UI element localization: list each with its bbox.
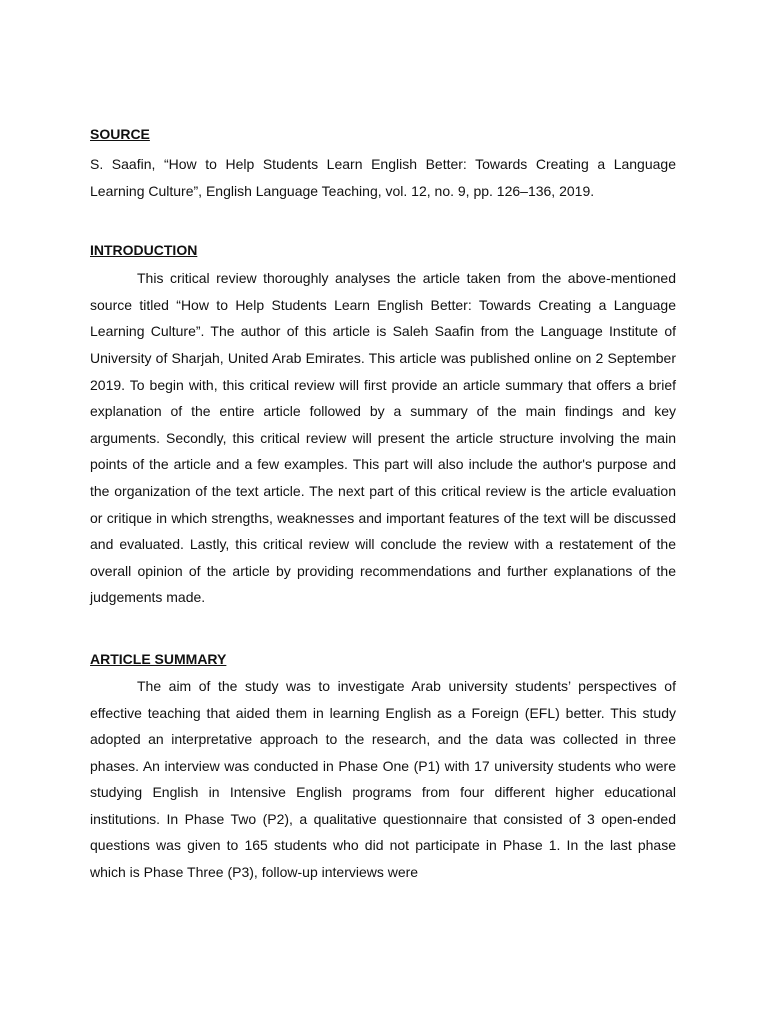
article-summary-paragraph: The aim of the study was to investigate Arab university students’ perspectives of effective teaching that aided them in learning English as a Foreign (EFL) better. This study adopted an interpretative approach to the research, and the data was collected in three phases. An interview was conducted in Phase One (P1) with 17 university students who were studying English in Intensive English programs from four different higher educational institutions. In Phase Two (P2), a qualitative questionnaire that consisted of 3 open-ended questions was given to 165 students who did not participate in Phase 1. In the last phase which is Phase Three (P3), follow-up interviews were [90, 677, 676, 881]
source-heading: SOURCE [90, 126, 150, 142]
introduction-paragraph: This critical review thoroughly analyses the article taken from the above-mentioned source titled “How to Help Students Learn English Better: Towards Creating a Language Learning Culture”. The author of this article is Saleh Saafin from the Language Institute of University of Sharjah, United Arab Emirates. This article was published online on 2 September 2019. To begin with, this critical review will first provide an article summary that offers a brief explanation of the entire article followed by a summary of the main findings and key arguments. Secondly, this critical review will present the article structure involving the main points of the article and a few examples. This part will also include the author's purpose and the organization of the text article. The next part of this critical review is the article evaluation or critique in which strengths, weaknesses and important features of the text will be discussed and evaluated. Lastly, this critical review will conclude the review with a restatement of the overall opinion of the article by providing recommendations and further explanations of the judgements made. [90, 270, 676, 606]
document-page [90, 124, 676, 886]
source-citation: S. Saafin, “How to Help Students Learn English Better: Towards Creating a Language Learning Culture”, English Language Teaching, vol. 12, no. 9, pp. 126–136, 2019. [90, 156, 676, 199]
introduction-section [90, 240, 676, 611]
article-summary-section [90, 649, 676, 886]
introduction-heading: INTRODUCTION [90, 242, 198, 259]
source-section [90, 124, 676, 204]
article-summary-heading: ARTICLE SUMMARY [90, 650, 227, 667]
